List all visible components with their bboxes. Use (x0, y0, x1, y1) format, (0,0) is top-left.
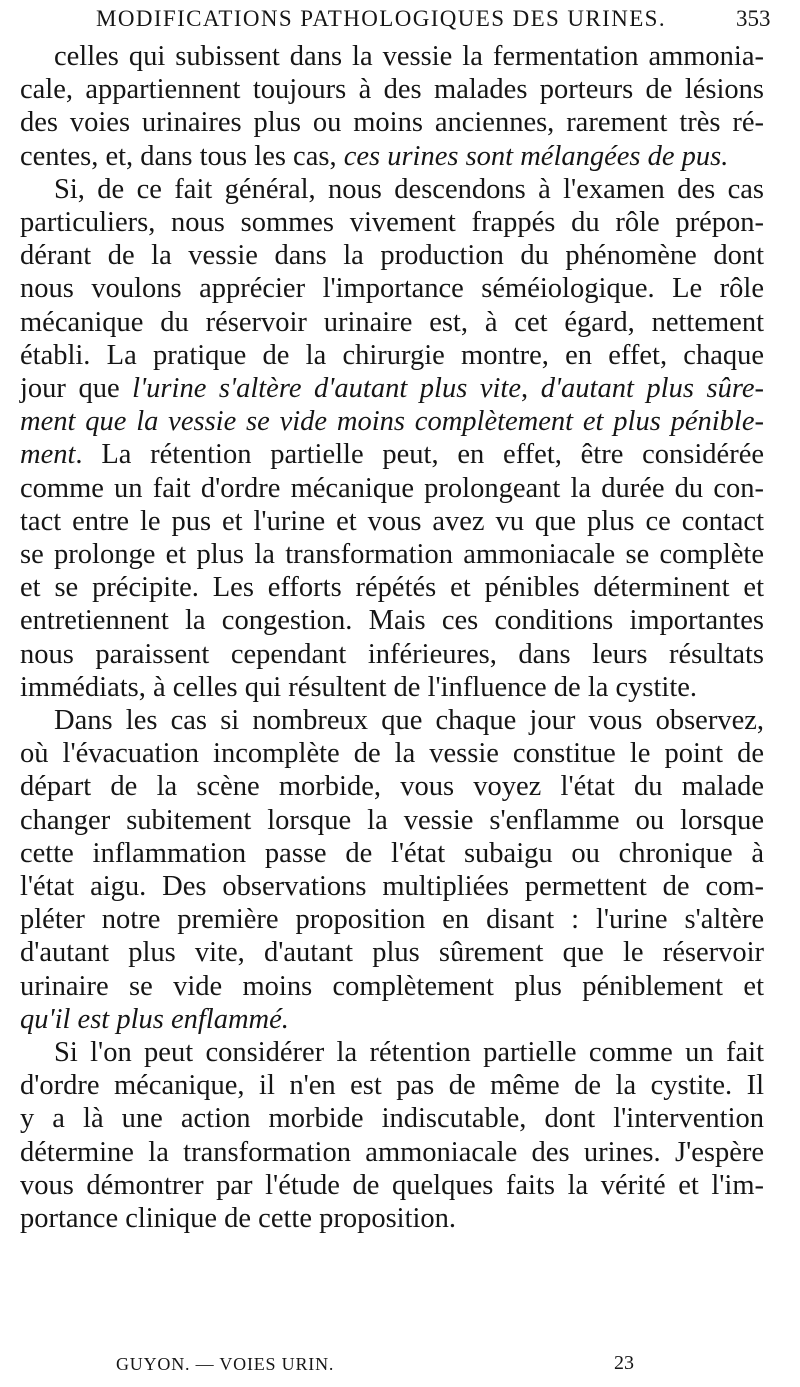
text-line (20, 472, 764, 505)
italic-text: ment (20, 439, 76, 470)
text-line (20, 870, 764, 903)
text-line (20, 1202, 456, 1235)
text-segment: nous voulons apprécier l'importance séméiologique. Le rôle (20, 273, 764, 304)
italic-text: d'autant plus sûre- (540, 373, 765, 404)
text-line (20, 272, 764, 305)
text-segment: Si, de ce fait général, nous descendons à l'examen des cas (54, 174, 764, 205)
signature-mark: GUYON. — VOIES URIN. (116, 1354, 335, 1374)
text-segment: établi. La pratique de la chirurgie montre, en effet, chaque (20, 340, 764, 371)
text-segment: se prolonge et plus la transformation ammoniacale se complète (20, 539, 764, 570)
text-line (20, 638, 764, 671)
text-segment: cale, appartiennent toujours à des malades porteurs de lésions (20, 74, 764, 105)
text-line (20, 405, 764, 438)
text-line (20, 671, 697, 704)
text-line (20, 438, 764, 471)
text-line (20, 970, 764, 1003)
text-line (20, 372, 764, 405)
text-line (20, 239, 764, 272)
text-segment: Dans les cas si nombreux que chaque jour vous observez, (54, 705, 764, 736)
italic-text: ces urines sont mélangées de pus. (343, 141, 729, 172)
text-line (20, 106, 764, 139)
running-head (0, 0, 800, 40)
signature-number: 23 (614, 1352, 634, 1374)
text-segment: cette inflammation passe de l'état subaigu ou chronique à (20, 838, 764, 869)
text-line (20, 936, 764, 969)
text-segment: . La rétention partielle peut, en effet, être considérée (75, 439, 764, 470)
text-line (20, 1003, 289, 1036)
text-line (20, 1136, 764, 1169)
text-line (20, 1169, 764, 1202)
text-line (20, 804, 764, 837)
text-line (20, 538, 764, 571)
text-line (20, 505, 764, 538)
text-segment: y a là une action morbide indiscutable, dont l'intervention (20, 1103, 764, 1134)
text-segment: départ de la scène morbide, vous voyez l'état du malade (20, 771, 764, 802)
text-segment: entretiennent la congestion. Mais ces conditions importantes (20, 605, 764, 636)
text-segment: particuliers, nous sommes vivement frappés du rôle prépon- (20, 207, 764, 238)
text-line (20, 339, 764, 372)
text-segment: urinaire se vide moins complètement plus péniblement et (20, 971, 764, 1002)
text-segment: d'ordre mécanique, il n'en est pas de même de la cystite. Il (20, 1070, 764, 1101)
text-line (20, 571, 764, 604)
page-footer (0, 1348, 800, 1378)
text-segment: nous paraissent cependant inférieures, dans leurs résultats (20, 639, 764, 670)
text-line (20, 73, 764, 106)
text-line (20, 1069, 764, 1102)
text-segment: portance clinique de cette proposition. (20, 1203, 457, 1234)
text-line (54, 704, 764, 737)
text-segment: tact entre le pus et l'urine et vous avez vu que plus ce contact (20, 506, 764, 537)
text-segment: des voies urinaires plus ou moins anciennes, rarement très ré- (20, 107, 764, 138)
text-line (20, 903, 764, 936)
text-line (20, 306, 764, 339)
text-line (20, 737, 764, 770)
text-segment: et se précipite. Les efforts répétés et pénibles déterminent et (20, 572, 764, 603)
running-head-title: MODIFICATIONS PATHOLOGIQUES DES URINES. (96, 6, 667, 31)
italic-text: ment que la vessie se vide moins complètement et plus pénible- (20, 406, 764, 437)
text-segment: l'état aigu. Des observations multipliées permettent de com- (20, 871, 764, 902)
text-line (20, 1102, 764, 1135)
text-segment: centes, et, dans tous les cas, (20, 141, 344, 172)
text-line (54, 173, 764, 206)
text-line (54, 40, 764, 73)
page-number: 353 (736, 6, 771, 31)
text-line (20, 140, 728, 173)
text-segment: détermine la transformation ammoniacale des urines. J'espère (20, 1137, 764, 1168)
text-segment: jour que (20, 373, 133, 404)
text-line (20, 604, 764, 637)
text-segment: pléter notre première proposition en disant : l'urine s'altère (20, 904, 764, 935)
italic-text: l'urine s'altère d'autant plus vite (132, 373, 521, 404)
text-segment: Si l'on peut considérer la rétention partielle comme un fait (54, 1037, 764, 1068)
text-segment: immédiats, à celles qui résultent de l'influence de la cystite. (20, 672, 698, 703)
text-segment: celles qui subissent dans la vessie la fermentation ammonia- (54, 41, 764, 72)
text-line (20, 206, 764, 239)
italic-text: qu'il est plus enflammé. (20, 1004, 289, 1035)
text-segment: d'autant plus vite, d'autant plus sûrement que le réservoir (20, 937, 764, 968)
text-segment: vous démontrer par l'étude de quelques faits la vérité et l'im- (20, 1170, 764, 1201)
text-segment: mécanique du réservoir urinaire est, à cet égard, nettement (20, 307, 764, 338)
text-segment: dérant de la vessie dans la production du phénomène dont (20, 240, 764, 271)
text-segment: où l'évacuation incomplète de la vessie constitue le point de (20, 738, 764, 769)
text-segment: comme un fait d'ordre mécanique prolongeant la durée du con- (20, 473, 764, 504)
text-line (20, 770, 764, 803)
text-segment: , (521, 373, 541, 404)
text-line (54, 1036, 764, 1069)
text-segment: changer subitement lorsque la vessie s'enflamme ou lorsque (20, 805, 764, 836)
text-line (20, 837, 764, 870)
